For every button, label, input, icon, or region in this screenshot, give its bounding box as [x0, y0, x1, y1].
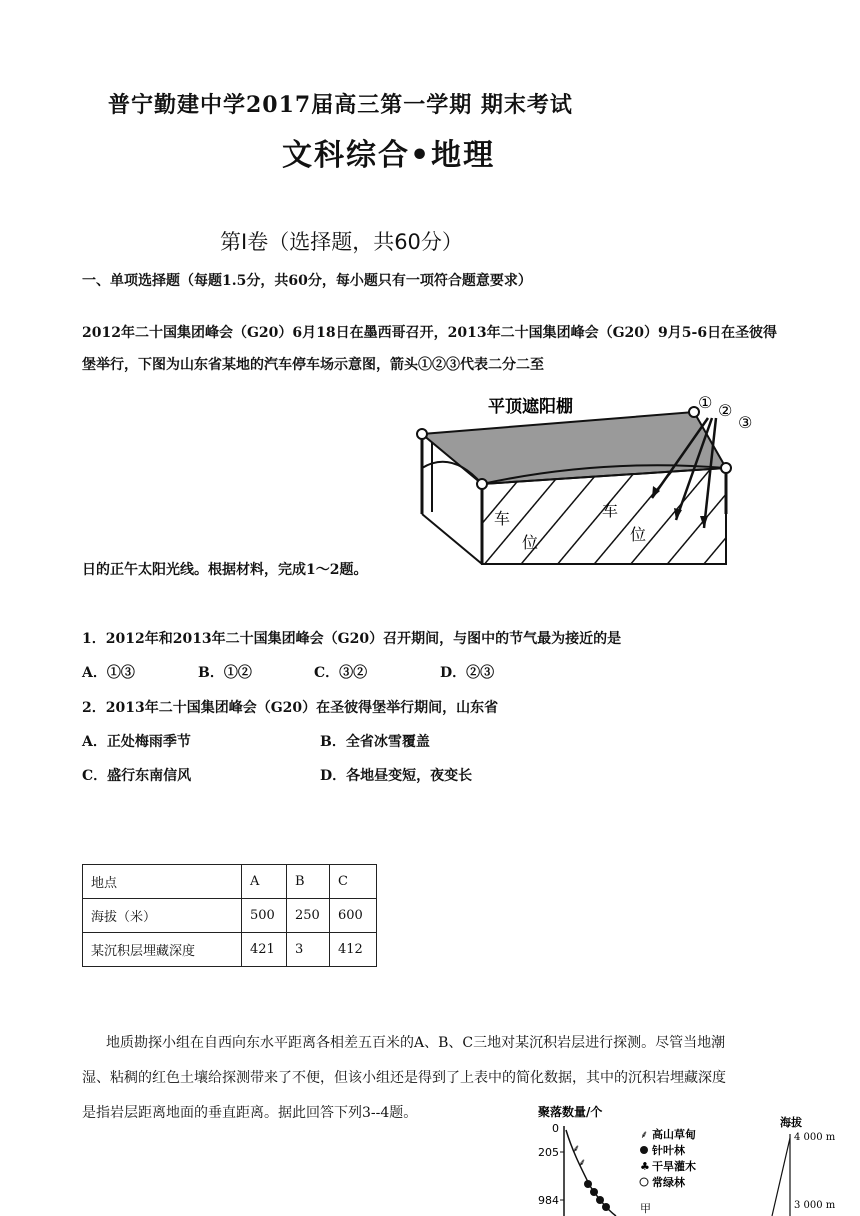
passage-line-2: 湿、粘稠的红色土壤给探测带来了不便，但该小组还是得到了上表中的简化数据，其中的沉积岩埋藏深度: [82, 1070, 726, 1086]
table-cell: B: [287, 865, 330, 899]
q1-option-d: D．②③: [440, 665, 495, 681]
question-1-stem: 1．2012年和2013年二十国集团峰会（G20）召开期间，与图中的节气最为接近的是: [82, 631, 622, 647]
parking-canopy-diagram: [412, 388, 768, 568]
joint: [721, 463, 731, 473]
legend-evergreen: 常绿林: [652, 1176, 685, 1189]
passage-line-1: 地质勘探小组在自西向东水平距离各相差五百米的A、B、C三地对某沉积岩层进行探测。尽管当地潮: [106, 1035, 726, 1051]
question-2-stem: 2．2013年二十国集团峰会（G20）在圣彼得堡举行期间，山东省: [82, 700, 499, 716]
legend-meadow: 高山草甸: [652, 1128, 696, 1141]
figure2-ylabel: 聚落数量/个: [538, 1105, 603, 1119]
table-cell: 3: [287, 933, 330, 967]
y-tick: 0: [552, 1122, 559, 1135]
conifer-icon: [640, 1146, 648, 1154]
settlement-vegetation-figure: [524, 1100, 850, 1216]
ground-edge: [422, 514, 482, 564]
y-tick: 205: [538, 1146, 559, 1159]
slot-label: 位: [522, 533, 539, 552]
marker-jia: 甲: [640, 1202, 651, 1215]
svg-text:⸙: ⸙: [572, 1142, 581, 1155]
table-row: [83, 933, 377, 967]
table-cell: 412: [330, 933, 377, 967]
table-cell: C: [330, 865, 377, 899]
exam-school-title: 普宁勤建中学2017届高三第一学期 期末考试: [108, 92, 573, 118]
q2-option-a: A．正处梅雨季节: [82, 734, 191, 750]
table-cell: 421: [242, 933, 287, 967]
passage-line-3: 是指岩层距离地面的垂直距离。据此回答下列3--4题。: [82, 1105, 418, 1121]
table-cell: 500: [242, 899, 287, 933]
q1-option-b: B．①②: [198, 665, 252, 681]
q2-option-b: B．全省冰雪覆盖: [320, 734, 430, 750]
q2-option-d: D．各地昼变短，夜变长: [320, 768, 473, 784]
shrub-icon: ♣: [640, 1160, 650, 1173]
intro-line-2: 堡举行，下图为山东省某地的汽车停车场示意图，箭头①②③代表二分二至: [82, 357, 544, 373]
intro-line-3: 日的正午太阳光线。根据材料，完成1～2题。: [82, 562, 368, 578]
q1-option-c: C．③②: [314, 665, 368, 681]
part-title: 第Ⅰ卷（选择题，共60分）: [220, 230, 463, 254]
table-cell: 海拔（米）: [83, 899, 242, 933]
altitude-slope: [772, 1138, 790, 1216]
legend-shrub: 干旱灌木: [652, 1160, 696, 1173]
section-heading: 一、单项选择题（每题1.5分，共60分，每小题只有一项符合题意要求）: [82, 273, 532, 289]
table-cell: 地点: [83, 865, 242, 899]
slot-label: 位: [630, 525, 647, 544]
intro-line-1: 2012年二十国集团峰会（G20）6月18日在墨西哥召开，2013年二十国集团峰会（G20）9月5-6日在圣彼得: [82, 325, 778, 341]
table-cell: 某沉积层埋藏深度: [83, 933, 242, 967]
meadow-icon: ⸙: [640, 1128, 649, 1141]
q1-option-a: A．①③: [82, 665, 135, 681]
legend-conifer: 针叶林: [652, 1144, 685, 1157]
mark-2: ②: [718, 401, 733, 420]
table-cell: 250: [287, 899, 330, 933]
svg-text:⸙: ⸙: [578, 1156, 587, 1169]
slot-label: 车: [494, 509, 511, 528]
joint: [417, 429, 427, 439]
table-cell: A: [242, 865, 287, 899]
canopy-label: 平顶遮阳棚: [488, 397, 573, 417]
evergreen-icon: [640, 1178, 648, 1186]
legend: [640, 1127, 696, 1189]
slot-label: 车: [602, 501, 619, 520]
altitude-label: 海拔: [780, 1116, 802, 1129]
mark-3: ③: [738, 413, 753, 432]
sediment-depth-table: [82, 864, 377, 967]
exam-subject-title: 文科综合•地理: [282, 138, 496, 173]
mark-1: ①: [698, 393, 713, 412]
alt-tick: 3 000 m: [794, 1200, 836, 1211]
vegetation-markers: [572, 1142, 610, 1211]
alt-tick: 4 000 m: [794, 1132, 836, 1143]
table-row: [83, 899, 377, 933]
q2-option-c: C．盛行东南信风: [82, 768, 192, 784]
table-cell: 600: [330, 899, 377, 933]
table-row: [83, 865, 377, 899]
y-tick: 984: [538, 1194, 559, 1207]
joint: [477, 479, 487, 489]
